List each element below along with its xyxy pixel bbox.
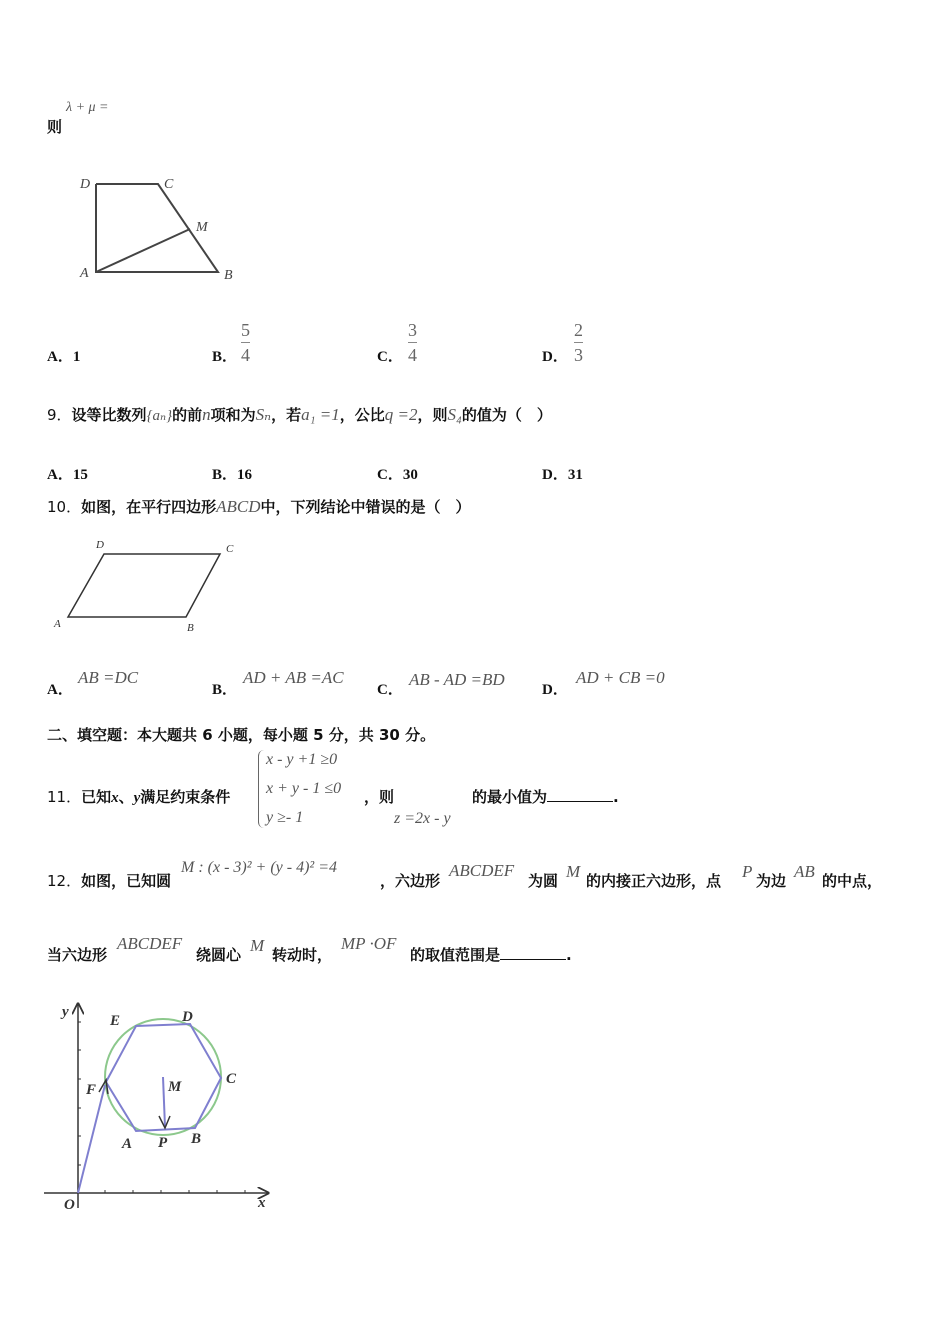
q10-option-a-label: A． bbox=[47, 682, 73, 698]
q10-option-d-label: D． bbox=[542, 682, 568, 698]
q10-shape: ABCD bbox=[216, 497, 261, 516]
q9-s4: S₄ bbox=[447, 405, 462, 424]
option-label: B． bbox=[212, 467, 238, 483]
q12-text: 的内接正六边形，点 bbox=[586, 872, 722, 890]
label-m: M bbox=[196, 220, 208, 235]
q12-period: . bbox=[566, 946, 572, 964]
label-b: B bbox=[191, 1131, 202, 1147]
label-c: C bbox=[164, 177, 174, 192]
q11-text: 、 bbox=[118, 788, 134, 806]
denominator: 4 bbox=[408, 345, 417, 365]
q12-stem-line1 bbox=[47, 870, 171, 891]
q9-option-c bbox=[377, 463, 418, 484]
numerator: 5 bbox=[241, 320, 250, 340]
q8-option-d-label: D． bbox=[542, 349, 568, 365]
answer-blank[interactable] bbox=[500, 945, 566, 960]
q9-text: ，若 bbox=[271, 406, 302, 424]
label-c: C bbox=[226, 543, 234, 555]
q10-text: 如图，在平行四边形 bbox=[81, 498, 217, 516]
label-a: A bbox=[122, 1136, 133, 1152]
q8-expression: λ + μ = bbox=[66, 100, 109, 115]
q9-text: ，公比 bbox=[339, 406, 385, 424]
parallelogram-figure bbox=[50, 535, 250, 635]
label-x: x bbox=[258, 1195, 266, 1211]
option-label: A． bbox=[47, 467, 73, 483]
label-o: O bbox=[64, 1197, 75, 1213]
option-value: 16 bbox=[237, 467, 253, 483]
q11-stem bbox=[47, 786, 230, 807]
q9-text: 设等比数列 bbox=[71, 406, 147, 424]
q12-m-2: M bbox=[250, 936, 265, 955]
q8-option-b-label: B． bbox=[212, 349, 238, 365]
label-y: y bbox=[62, 1004, 69, 1020]
q9-sequence: {aₙ} bbox=[146, 408, 173, 424]
q9-option-a bbox=[47, 463, 88, 484]
label-e: E bbox=[110, 1013, 121, 1029]
q8-option-b-fraction bbox=[241, 320, 250, 365]
denominator: 4 bbox=[241, 345, 250, 365]
label-c: C bbox=[226, 1071, 237, 1087]
answer-blank[interactable] bbox=[547, 787, 613, 802]
q11-y: y bbox=[133, 790, 141, 806]
q12-hexagon-2: ABCDEF bbox=[117, 934, 183, 953]
q12-circle-equation: M : (x - 3)² + (y - 4)² =4 bbox=[181, 859, 338, 876]
label-a: A bbox=[54, 618, 61, 630]
q8-option-a bbox=[47, 345, 80, 366]
q9-a1: a₁ =1 bbox=[301, 405, 340, 424]
q11-text: 满足约束条件 bbox=[140, 788, 231, 806]
q9-text: 的值为（ ） bbox=[461, 406, 552, 424]
question-number: 11． bbox=[47, 788, 82, 806]
q8-option-d-fraction bbox=[574, 320, 583, 365]
q12-hexagon: ABCDEF bbox=[449, 861, 515, 880]
vector-of bbox=[78, 1085, 105, 1193]
question-number: 10． bbox=[47, 498, 82, 516]
q11-objective: z =2x - y bbox=[394, 810, 451, 827]
q12-ab: AB bbox=[794, 862, 815, 881]
q11-text bbox=[472, 786, 619, 807]
q12-text: 当六边形 bbox=[47, 946, 108, 964]
parallelogram-outline bbox=[68, 554, 220, 617]
q11-x: x bbox=[111, 790, 119, 806]
q9-stem bbox=[47, 404, 552, 425]
q11-constraint-1: x - y +1 ≥0 bbox=[266, 751, 338, 768]
trapezoid-figure bbox=[70, 165, 250, 290]
option-value: 30 bbox=[402, 467, 418, 483]
label-f: F bbox=[86, 1082, 97, 1098]
q11-period: . bbox=[613, 788, 619, 806]
q11-tail: 的最小值为 bbox=[472, 788, 548, 806]
segment-am bbox=[96, 229, 190, 272]
q9-text: 项和为 bbox=[210, 406, 256, 424]
section-heading: 二、填空题：本大题共 6 小题，每小题 5 分，共 30 分。 bbox=[47, 726, 436, 744]
q12-m: M bbox=[566, 862, 581, 881]
option-label: C． bbox=[377, 467, 403, 483]
option-value: 15 bbox=[72, 467, 88, 483]
option-label: D． bbox=[542, 467, 568, 483]
q9-option-b bbox=[212, 463, 252, 484]
q12-p: P bbox=[742, 862, 753, 881]
q11-constraint-3: y ≥- 1 bbox=[266, 809, 304, 826]
hexagon-figure bbox=[40, 1000, 280, 1215]
q9-option-d bbox=[542, 463, 583, 484]
q9-ratio: q =2 bbox=[384, 405, 418, 424]
q12-text bbox=[410, 944, 572, 965]
q11-text: ，则 bbox=[364, 788, 395, 806]
label-b: B bbox=[187, 622, 194, 634]
numerator: 3 bbox=[408, 320, 417, 340]
option-label: A． bbox=[47, 349, 73, 365]
q10-option-b-expr: AD + AB =AC bbox=[243, 668, 344, 687]
label-p: P bbox=[158, 1135, 168, 1151]
q9-text: ，则 bbox=[417, 406, 448, 424]
denominator: 3 bbox=[574, 345, 583, 365]
q10-option-c-label: C． bbox=[377, 682, 403, 698]
q8-option-c-fraction bbox=[408, 320, 417, 365]
label-d: D bbox=[80, 177, 91, 192]
label-m: M bbox=[168, 1079, 182, 1095]
q12-text: 为边 bbox=[756, 872, 787, 890]
q10-text: 中，下列结论中错误的是（ ） bbox=[260, 498, 471, 516]
q12-dot-product: MP ·OF bbox=[341, 934, 397, 953]
question-number: 12． bbox=[47, 872, 82, 890]
q10-option-c-expr: AB - AD =BD bbox=[409, 670, 505, 689]
question-number: 9． bbox=[47, 406, 72, 424]
q10-option-d-expr: AD + CB =0 bbox=[576, 668, 665, 687]
q12-text: 为圆 bbox=[528, 872, 559, 890]
option-value: 31 bbox=[567, 467, 583, 483]
label-b: B bbox=[224, 268, 233, 283]
q12-text: 如图，已知圆 bbox=[81, 872, 172, 890]
q12-tail: 的取值范围是 bbox=[410, 946, 501, 964]
q8-lead: 则 bbox=[47, 118, 63, 136]
q10-option-a-expr: AB =DC bbox=[78, 668, 139, 687]
option-value: 1 bbox=[72, 349, 81, 365]
vector-mp bbox=[163, 1077, 165, 1127]
label-d: D bbox=[182, 1009, 193, 1025]
q11-text: 已知 bbox=[81, 788, 112, 806]
q10-option-b-label: B． bbox=[212, 682, 238, 698]
q9-n: n bbox=[202, 405, 211, 424]
q9-sn: Sₙ bbox=[255, 405, 272, 424]
label-a: A bbox=[80, 266, 89, 281]
q12-text: 转动时， bbox=[272, 946, 333, 964]
q12-text: 绕圆心 bbox=[196, 946, 242, 964]
numerator: 2 bbox=[574, 320, 583, 340]
q12-text: ，六边形 bbox=[380, 872, 441, 890]
q11-constraint-2: x + y - 1 ≤0 bbox=[266, 780, 342, 797]
q9-text: 的前 bbox=[172, 406, 203, 424]
q8-option-c-label: C． bbox=[377, 349, 403, 365]
q12-text: 的中点， bbox=[822, 872, 883, 890]
q10-stem bbox=[47, 496, 471, 517]
label-d: D bbox=[96, 539, 104, 551]
